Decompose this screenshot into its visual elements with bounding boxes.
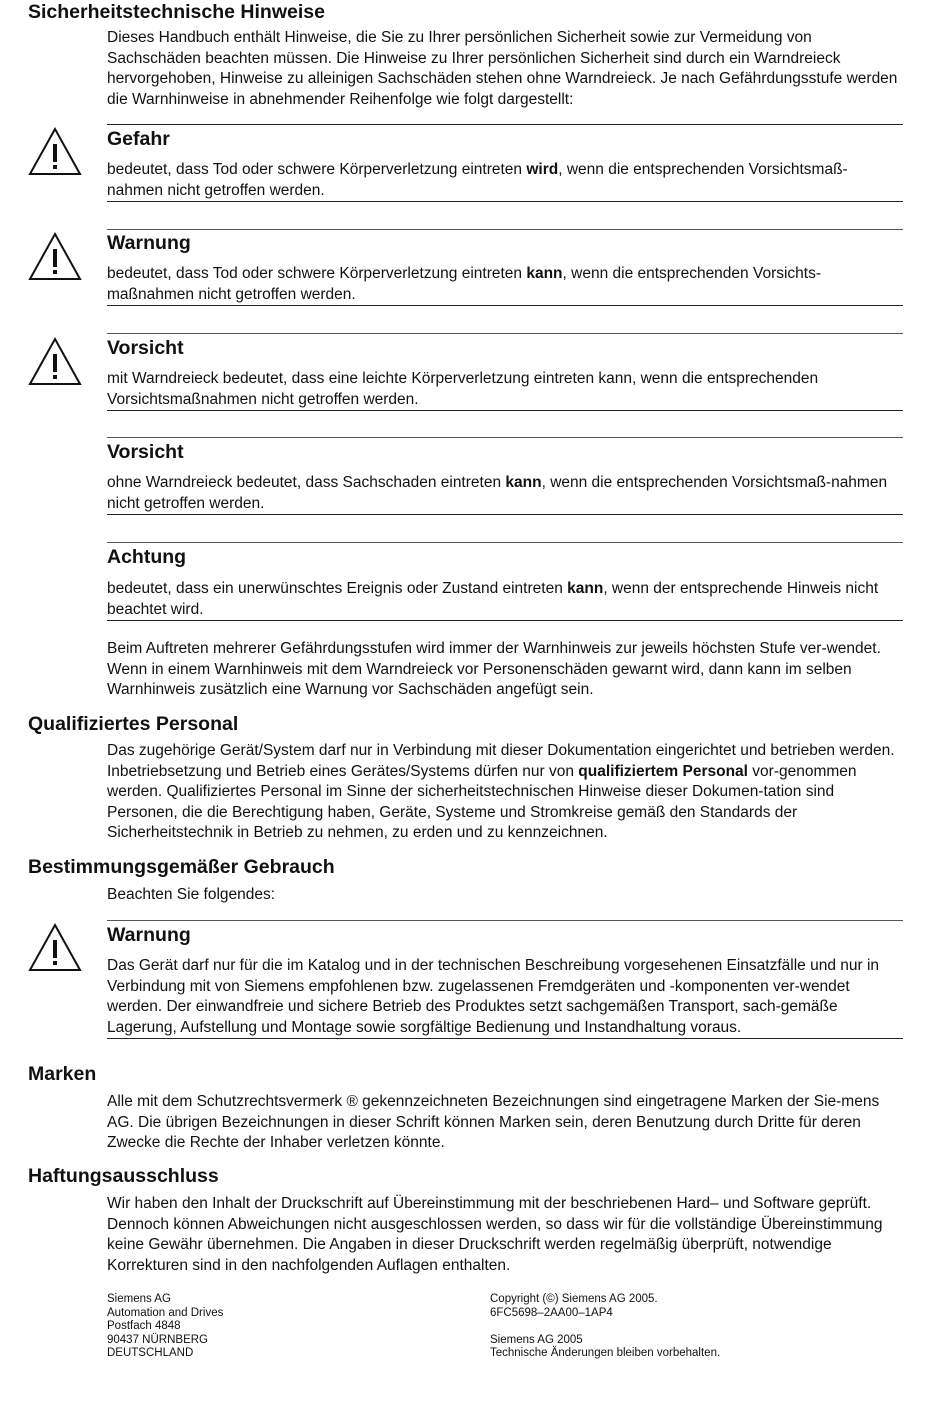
disclaimer-text: Wir haben den Inhalt der Druckschrift auf Übereinstimmung mit der beschriebenen Hard– und Software geprüft. Dennoch können Abweichungen nicht ausgeschlossen werden, so dass wir für die vollständige Übereinstimmung keine Gewähr übernehmen. Die Angaben in dieser Druckschrift werden regelmäßig überprüft, notwendige Korrekturen sind in den nachfolgenden Auflagen enthalten.	[107, 1195, 883, 1274]
footer-copyright	[490, 1293, 720, 1361]
footer-line: Technische Änderungen bleiben vorbehalten.	[490, 1347, 721, 1360]
multi-level-note: Beim Auftreten mehrerer Gefährdungsstufen wird immer der Warnhinweis zur jeweils höchsten Stufe ver-wendet. Wenn in einem Warnhinweis mit dem Warndreieck vor Personenschäden gewarnt wird, dann kann im selben Warnhinweis zusätzlich eine Warnung vor Sachschäden angefügt sein.	[107, 640, 881, 699]
divider	[107, 410, 903, 411]
section-heading-personal: Qualifiziertes Personal	[28, 713, 239, 735]
divider	[107, 1038, 903, 1039]
divider	[107, 305, 903, 306]
footer-address	[107, 1293, 223, 1361]
notice-text-warnung: bedeutet, dass Tod oder schwere Körperverletzung eintreten kann, wenn die entsprechenden Vorsichts-maßnahmen nicht getroffen werden.	[107, 265, 822, 303]
safety-intro: Dieses Handbuch enthält Hinweise, die Sie zu Ihrer persönlichen Sicherheit sowie zur Vermeidung von Sachschäden beachten müssen. Die Hinweise zu Ihrer persönlichen Sicherheit sind durch ein Warndreieck hervorgehoben, Hinweise zu alleinigen Sachschäden stehen ohne Warndreieck. Je nach Gefährdungsstufe werden die Warnhinweise in abnehmender Reihenfolge wie folgt dargestellt:	[107, 29, 898, 108]
notice-text-vorsicht: mit Warndreieck bedeutet, dass eine leichte Körperverletzung eintreten kann, wenn die entsprechenden Vorsichtsmaßnahmen nicht getroffen werden.	[107, 370, 819, 408]
footer-line: Siemens AG	[107, 1293, 171, 1305]
section-heading-marks: Marken	[28, 1063, 97, 1085]
notice-text-achtung: bedeutet, dass ein unerwünschtes Ereignis oder Zustand eintreten kann, wenn der entsprechende Hinweis nicht beachtet wird.	[107, 580, 879, 618]
section-heading-safety: Sicherheitstechnische Hinweise	[28, 1, 325, 23]
divider	[107, 229, 903, 230]
notice-title-usage-warnung: Warnung	[107, 924, 191, 946]
divider	[107, 437, 903, 438]
footer-line: DEUTSCHLAND	[107, 1347, 194, 1360]
section-heading-disclaimer: Haftungsausschluss	[28, 1165, 219, 1187]
section-heading-usage: Bestimmungsgemäßer Gebrauch	[28, 856, 335, 878]
warning-triangle-icon	[27, 336, 83, 386]
divider	[107, 920, 903, 921]
footer-spacer	[490, 1320, 720, 1334]
notice-text-gefahr: bedeutet, dass Tod oder schwere Körperverletzung eintreten wird, wenn die entsprechenden Vorsichtsmaß-nahmen nicht getroffen werden.	[107, 161, 848, 199]
warning-triangle-icon	[27, 126, 83, 176]
divider	[107, 620, 903, 621]
divider	[107, 124, 903, 125]
marks-text: Alle mit dem Schutzrechtsvermerk ® gekennzeichneten Bezeichnungen sind eingetragene Marken der Sie-mens AG. Die übrigen Bezeichnungen in dieser Schrift können Marken sein, deren Benutzung durch Dritte für deren Zwecke die Rechte der Inhaber verletzen könnte.	[107, 1093, 880, 1152]
footer-line: 90437 NÜRNBERG	[107, 1333, 208, 1346]
footer-line: 6FC5698–2AA00–1AP4	[490, 1306, 613, 1319]
notice-title-achtung: Achtung	[107, 546, 187, 568]
footer-line: Siemens AG 2005	[490, 1333, 583, 1346]
divider	[107, 201, 903, 202]
personal-text: Das zugehörige Gerät/System darf nur in Verbindung mit dieser Dokumentation eingerichtet und betrieben werden. Inbetriebsetzung und Betrieb eines Gerätes/Systems dürfen nur von qualifiziertem Personal vor-genommen werden. Qualifiziertes Personal im Sinne der sicherheitstechnischen Hinweise dieser Dokumen-tation sind Personen, die die Berechtigung haben, Geräte, Systeme und Stromkreise gemäß den Standards der Sicherheitstechnik in Betrieb zu nehmen, zu erden und zu kennzeichnen.	[107, 742, 895, 842]
divider	[107, 514, 903, 515]
notice-title-warnung: Warnung	[107, 232, 191, 254]
warning-triangle-icon	[27, 922, 83, 972]
footer-line: Automation and Drives	[107, 1306, 224, 1319]
footer-line: Copyright (©) Siemens AG 2005.	[490, 1293, 658, 1305]
notice-text-vorsicht-no-triangle: ohne Warndreieck bedeutet, dass Sachschaden eintreten kann, wenn die entsprechenden Vorsichtsmaß-nahmen nicht getroffen werden.	[107, 474, 888, 512]
usage-intro: Beachten Sie folgendes:	[107, 886, 276, 903]
notice-text-usage-warnung: Das Gerät darf nur für die im Katalog und in der technischen Beschreibung vorgesehenen Einsatzfälle und nur in Verbindung mit von Siemens empfohlenen bzw. zugelassenen Fremdgeräten und -komponenten ver-wendet werden. Der einwandfreie und sichere Betrieb des Produktes setzt sachgemäßen Transport, sach-gemäße Lagerung, Aufstellung und Montage sowie sorgfältige Bedienung und Instandhaltung voraus.	[107, 957, 880, 1036]
notice-title-gefahr: Gefahr	[107, 128, 170, 150]
footer-line: Postfach 4848	[107, 1320, 181, 1333]
divider	[107, 542, 903, 543]
notice-title-vorsicht-no-triangle: Vorsicht	[107, 441, 184, 463]
warning-triangle-icon	[27, 231, 83, 281]
divider	[107, 333, 903, 334]
notice-title-vorsicht: Vorsicht	[107, 337, 184, 359]
